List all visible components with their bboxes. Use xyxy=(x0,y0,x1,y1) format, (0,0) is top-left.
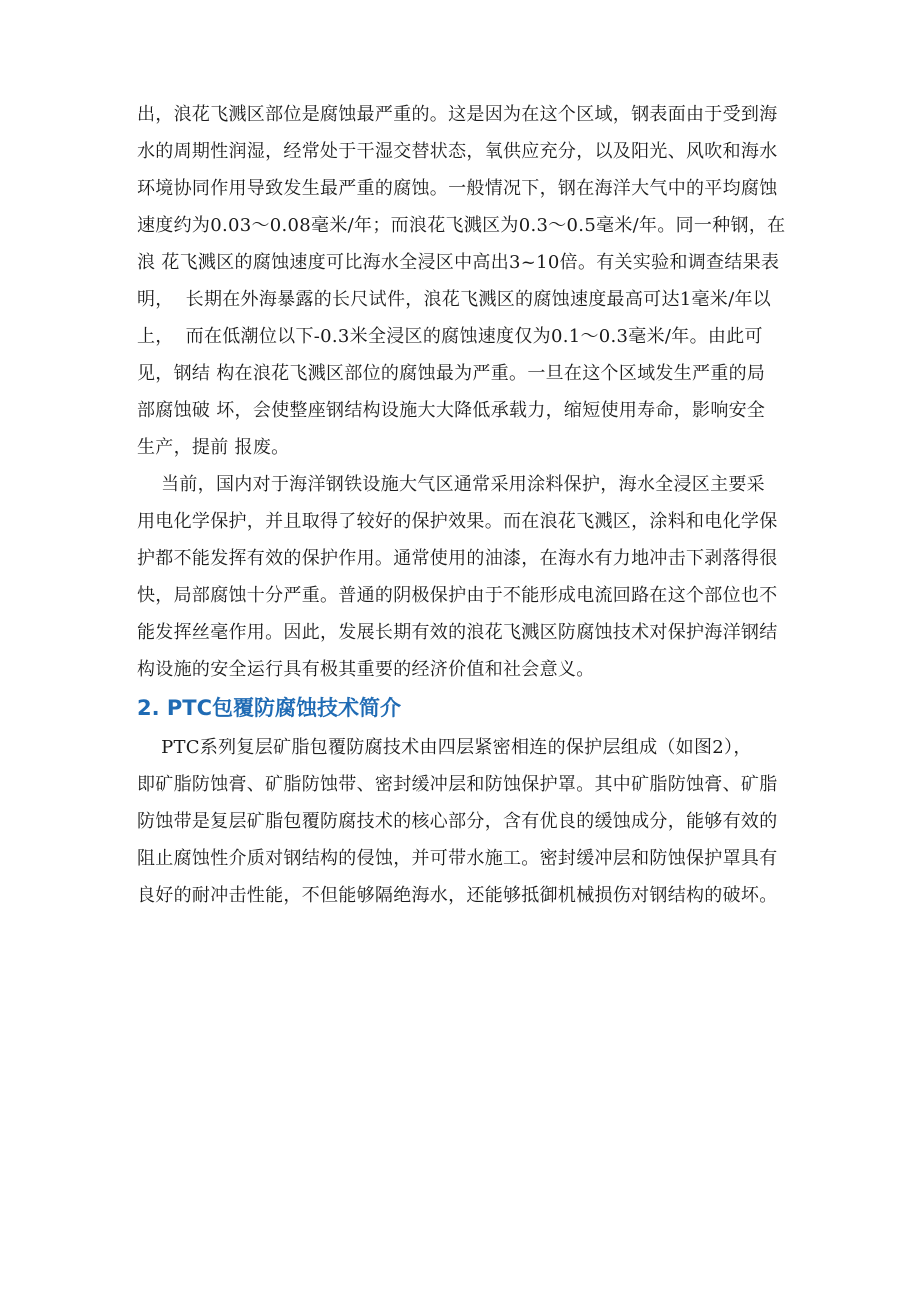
text-line: 生产，提前 报废。 xyxy=(137,437,290,458)
text-line: 水的周期性润湿，经常处于干湿交替状态，氧供应充分，以及阳光、风吹和海水 xyxy=(137,141,778,162)
text-line: 护都不能发挥有效的保护作用。通常使用的油漆，在海水有力地冲击下剥落得很 xyxy=(137,548,778,569)
text-line: 用电化学保护，并且取得了较好的保护效果。而在浪花飞溅区，涂料和电化学保 xyxy=(137,511,778,532)
text-line: 上， 而在低潮位以下-0.3米全浸区的腐蚀速度仅为0.1～0.3毫米/年。由此可 xyxy=(137,326,763,347)
text-line: 即矿脂防蚀膏、矿脂防蚀带、密封缓冲层和防蚀保护罩。其中矿脂防蚀膏、矿脂 xyxy=(137,774,778,795)
paragraph-current-protection xyxy=(137,466,787,688)
text-line: 阻止腐蚀性介质对钢结构的侵蚀，并可带水施工。密封缓冲层和防蚀保护罩具有 xyxy=(137,848,778,869)
text-line: 环境协同作用导致发生最严重的腐蚀。一般情况下，钢在海洋大气中的平均腐蚀 xyxy=(137,178,778,199)
document-content xyxy=(137,96,787,914)
text-line: 构设施的安全运行具有极其重要的经济价值和社会意义。 xyxy=(137,659,595,680)
text-line: 速度约为0.03～0.08毫米/年；而浪花飞溅区为0.3～0.5毫米/年。同一种钢，在 xyxy=(137,215,786,236)
text-line: 见，钢结 构在浪花飞溅区部位的腐蚀最为严重。一旦在这个区域发生严重的局 xyxy=(137,363,766,384)
text-line: 部腐蚀破 坏，会使整座钢结构设施大大降低承载力，缩短使用寿命，影响安全 xyxy=(137,400,766,421)
text-line: 防蚀带是复层矿脂包覆防腐技术的核心部分，含有优良的缓蚀成分，能够有效的 xyxy=(137,811,778,832)
text-line: 当前，国内对于海洋钢铁设施大气区通常采用涂料保护，海水全浸区主要采 xyxy=(137,474,765,495)
paragraph-corrosion-splash-zone xyxy=(137,96,787,466)
text-line: 浪 花飞溅区的腐蚀速度可比海水全浸区中高出3~10倍。有关实验和调查结果表 xyxy=(137,252,780,273)
section-heading: 2. PTC包覆防腐蚀技术简介 xyxy=(137,696,402,720)
text-line: 快，局部腐蚀十分严重。普通的阴极保护由于不能形成电流回路在这个部位也不 xyxy=(137,585,778,606)
text-line: 出，浪花飞溅区部位是腐蚀最严重的。这是因为在这个区域，钢表面由于受到海 xyxy=(137,104,778,125)
text-line: PTC系列复层矿脂包覆防腐技术由四层紧密相连的保护层组成（如图2）， xyxy=(137,737,752,758)
text-line: 良好的耐冲击性能，不但能够隔绝海水，还能够抵御机械损伤对钢结构的破坏。 xyxy=(137,885,778,906)
text-line: 明， 长期在外海暴露的长尺试件，浪花飞溅区的腐蚀速度最高可达1毫米/年以 xyxy=(137,289,772,310)
text-line: 能发挥丝毫作用。因此，发展长期有效的浪花飞溅区防腐蚀技术对保护海洋钢结 xyxy=(137,622,778,643)
paragraph-ptc-intro xyxy=(137,729,787,914)
